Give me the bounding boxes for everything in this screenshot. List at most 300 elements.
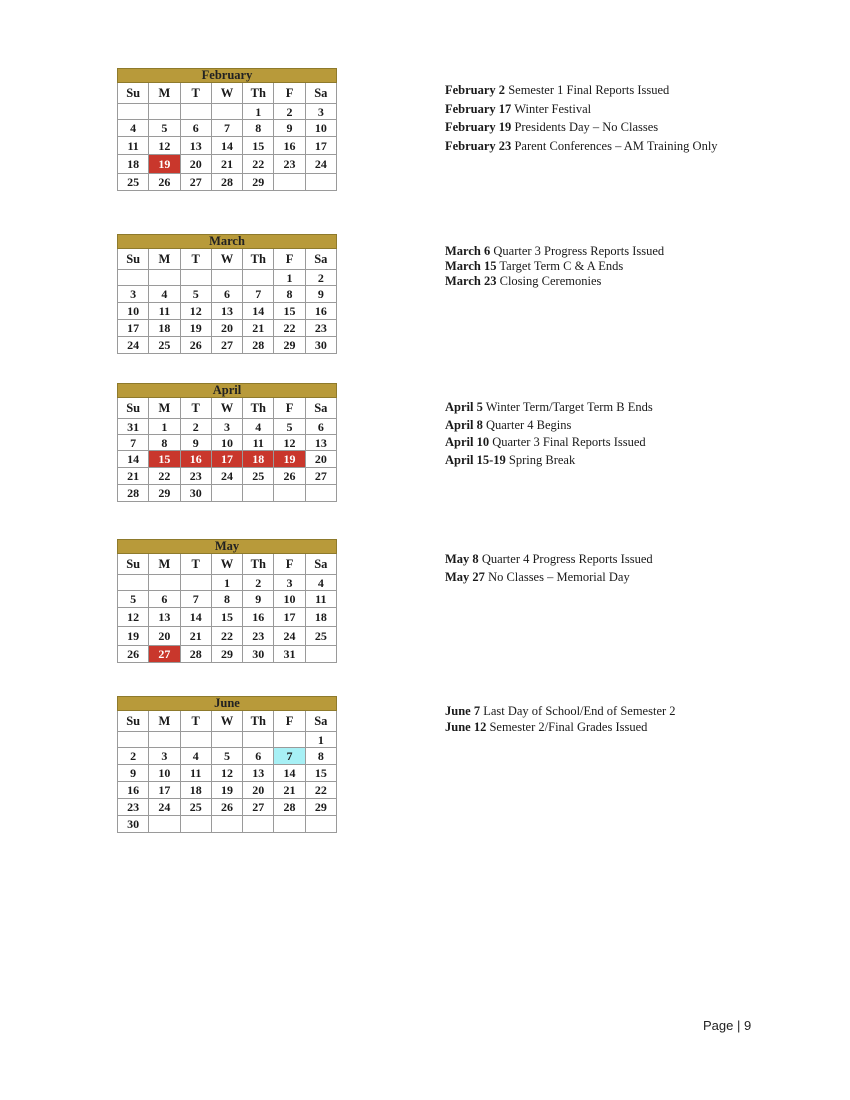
event-item: [445, 704, 805, 720]
day-cell: 26: [274, 468, 305, 485]
day-cell: 18: [149, 320, 180, 337]
day-cell: 5: [211, 748, 242, 765]
empty-day-cell: [149, 270, 180, 286]
day-cell: 29: [305, 799, 336, 816]
event-item: [445, 118, 805, 137]
day-cell: 18: [118, 155, 149, 174]
weekday-header: Su: [118, 554, 149, 575]
empty-day-cell: [211, 732, 242, 748]
day-cell: 27: [305, 468, 336, 485]
day-cell: 26: [118, 646, 149, 663]
weekday-header: F: [274, 83, 305, 104]
event-date: February 2: [445, 83, 506, 97]
day-cell: 3: [149, 748, 180, 765]
week-row: [118, 732, 337, 748]
week-row: [118, 485, 337, 502]
day-cell: 21: [243, 320, 274, 337]
day-cell: 26: [211, 799, 242, 816]
day-cell: 7: [180, 591, 211, 608]
day-cell: 8: [305, 748, 336, 765]
day-cell: 2: [180, 419, 211, 435]
day-cell: 20: [243, 782, 274, 799]
day-cell: 3: [118, 286, 149, 303]
empty-day-cell: [211, 104, 242, 120]
day-cell: 19: [118, 627, 149, 646]
weekday-header: Su: [118, 83, 149, 104]
day-cell: 17: [274, 608, 305, 627]
day-cell: 26: [180, 337, 211, 354]
week-row: [118, 419, 337, 435]
day-cell: 17: [149, 782, 180, 799]
empty-day-cell: [118, 270, 149, 286]
calendar-april: [117, 383, 337, 502]
empty-day-cell: [118, 732, 149, 748]
event-text: Semester 1 Final Reports Issued: [505, 83, 670, 97]
empty-day-cell: [149, 732, 180, 748]
event-text: Parent Conferences – AM Training Only: [511, 138, 718, 153]
weekday-header: M: [149, 711, 180, 732]
day-cell: 20: [305, 451, 336, 468]
month-title: May: [118, 540, 337, 554]
day-cell: 30: [118, 816, 149, 833]
weekday-header: W: [211, 83, 242, 104]
calendar-may: [117, 539, 337, 663]
day-cell: 15: [243, 137, 274, 155]
page-number: Page | 9: [703, 1018, 752, 1033]
empty-day-cell: [211, 270, 242, 286]
day-cell: 23: [180, 468, 211, 485]
day-cell: 10: [211, 435, 242, 451]
month-title: March: [118, 235, 337, 249]
day-cell: 13: [180, 137, 211, 155]
event-item: [445, 399, 805, 417]
day-cell: 21: [274, 782, 305, 799]
day-cell: 1: [305, 732, 336, 748]
empty-day-cell: [180, 575, 211, 591]
empty-day-cell: [274, 485, 305, 502]
day-cell: 23: [243, 627, 274, 646]
week-row: [118, 627, 337, 646]
day-cell: 28: [180, 646, 211, 663]
week-row: [118, 104, 337, 120]
event-text: Winter Festival: [511, 101, 592, 116]
event-text: Presidents Day – No Classes: [511, 120, 659, 134]
day-cell: 1: [211, 575, 242, 591]
day-cell: 31: [118, 419, 149, 435]
event-text: Semester 2/Final Grades Issued: [486, 719, 648, 734]
events-february: [445, 81, 805, 155]
day-cell: 1: [149, 419, 180, 435]
events-june: [445, 704, 805, 735]
day-cell: 8: [149, 435, 180, 451]
day-cell: 3: [211, 419, 242, 435]
event-date: April 8: [445, 417, 483, 432]
day-cell: 13: [305, 435, 336, 451]
events-may: [445, 551, 805, 586]
day-cell: 9: [243, 591, 274, 608]
weekday-header-row: [118, 711, 337, 732]
day-cell: 11: [180, 765, 211, 782]
weekday-header: W: [211, 398, 242, 419]
weekday-header: T: [180, 554, 211, 575]
day-cell: 5: [274, 419, 305, 435]
empty-day-cell: [243, 270, 274, 286]
empty-day-cell: [149, 104, 180, 120]
week-row: [118, 765, 337, 782]
weekday-header: W: [211, 711, 242, 732]
empty-day-cell: [180, 270, 211, 286]
event-date: March 15: [445, 259, 497, 273]
day-cell: 14: [274, 765, 305, 782]
event-item: [445, 452, 805, 470]
day-cell: 8: [243, 120, 274, 137]
day-cell: 6: [180, 120, 211, 137]
day-cell: 8: [211, 591, 242, 608]
events-march: [445, 244, 805, 289]
day-cell: 18: [243, 451, 274, 468]
event-date: April 5: [445, 400, 483, 414]
day-cell: 6: [211, 286, 242, 303]
weekday-header: Th: [243, 249, 274, 270]
week-row: [118, 320, 337, 337]
weekday-header: W: [211, 249, 242, 270]
day-cell: 12: [274, 435, 305, 451]
day-cell: 6: [243, 748, 274, 765]
day-cell: 28: [118, 485, 149, 502]
weekday-header-row: [118, 249, 337, 270]
week-row: [118, 608, 337, 627]
day-cell: 31: [274, 646, 305, 663]
day-cell: 16: [180, 451, 211, 468]
event-date: February 17: [445, 101, 512, 116]
day-cell: 9: [305, 286, 336, 303]
event-date: June 12: [445, 719, 487, 734]
day-cell: 13: [149, 608, 180, 627]
day-cell: 15: [305, 765, 336, 782]
day-cell: 29: [243, 174, 274, 191]
day-cell: 24: [211, 468, 242, 485]
event-item: [445, 81, 805, 100]
empty-day-cell: [211, 485, 242, 502]
calendar-june: [117, 696, 337, 833]
weekday-header: F: [274, 554, 305, 575]
empty-day-cell: [305, 816, 336, 833]
month-title: April: [118, 384, 337, 398]
weekday-header: T: [180, 398, 211, 419]
day-cell: 4: [149, 286, 180, 303]
day-cell: 12: [211, 765, 242, 782]
day-cell: 14: [118, 451, 149, 468]
event-date: March 23: [445, 274, 497, 288]
day-cell: 17: [211, 451, 242, 468]
weekday-header: M: [149, 554, 180, 575]
day-cell: 2: [274, 104, 305, 120]
day-cell: 25: [243, 468, 274, 485]
event-date: March 6: [445, 244, 491, 258]
weekday-header: T: [180, 249, 211, 270]
event-item: [445, 417, 805, 435]
weekday-header: F: [274, 711, 305, 732]
day-cell: 22: [274, 320, 305, 337]
empty-day-cell: [149, 575, 180, 591]
event-date: February 19: [445, 120, 512, 134]
day-cell: 19: [180, 320, 211, 337]
day-cell: 16: [305, 303, 336, 320]
empty-day-cell: [118, 575, 149, 591]
day-cell: 5: [149, 120, 180, 137]
day-cell: 22: [149, 468, 180, 485]
day-cell: 27: [180, 174, 211, 191]
week-row: [118, 120, 337, 137]
event-item: [445, 259, 805, 274]
day-cell: 3: [274, 575, 305, 591]
day-cell: 19: [211, 782, 242, 799]
day-cell: 14: [180, 608, 211, 627]
weekday-header: Th: [243, 83, 274, 104]
day-cell: 30: [305, 337, 336, 354]
event-text: Quarter 4 Progress Reports Issued: [478, 552, 653, 566]
day-cell: 13: [211, 303, 242, 320]
day-cell: 20: [211, 320, 242, 337]
day-cell: 4: [180, 748, 211, 765]
empty-day-cell: [243, 732, 274, 748]
day-cell: 7: [211, 120, 242, 137]
day-cell: 25: [118, 174, 149, 191]
week-row: [118, 303, 337, 320]
day-cell: 21: [118, 468, 149, 485]
week-row: [118, 799, 337, 816]
empty-day-cell: [305, 485, 336, 502]
day-cell: 7: [274, 748, 305, 765]
event-text: Closing Ceremonies: [496, 274, 602, 288]
day-cell: 15: [211, 608, 242, 627]
day-cell: 19: [274, 451, 305, 468]
day-cell: 5: [118, 591, 149, 608]
day-cell: 7: [118, 435, 149, 451]
event-item: [445, 100, 805, 119]
day-cell: 27: [149, 646, 180, 663]
empty-day-cell: [305, 646, 336, 663]
day-cell: 1: [243, 104, 274, 120]
weekday-header: M: [149, 249, 180, 270]
weekday-header: Sa: [305, 711, 336, 732]
weekday-header-row: [118, 554, 337, 575]
day-cell: 11: [305, 591, 336, 608]
day-cell: 27: [243, 799, 274, 816]
empty-day-cell: [274, 174, 305, 191]
weekday-header: M: [149, 83, 180, 104]
day-cell: 17: [118, 320, 149, 337]
empty-day-cell: [274, 816, 305, 833]
weekday-header: T: [180, 83, 211, 104]
day-cell: 30: [243, 646, 274, 663]
day-cell: 10: [305, 120, 336, 137]
day-cell: 16: [243, 608, 274, 627]
day-cell: 29: [211, 646, 242, 663]
weekday-header-row: [118, 398, 337, 419]
event-date: April 15-19: [445, 452, 506, 467]
day-cell: 17: [305, 137, 336, 155]
day-cell: 25: [305, 627, 336, 646]
weekday-header: Sa: [305, 398, 336, 419]
day-cell: 29: [274, 337, 305, 354]
event-text: Winter Term/Target Term B Ends: [482, 400, 653, 414]
day-cell: 11: [243, 435, 274, 451]
event-text: Last Day of School/End of Semester 2: [480, 704, 676, 718]
weekday-header: F: [274, 398, 305, 419]
day-cell: 5: [180, 286, 211, 303]
empty-day-cell: [243, 485, 274, 502]
day-cell: 25: [149, 337, 180, 354]
day-cell: 11: [149, 303, 180, 320]
day-cell: 11: [118, 137, 149, 155]
day-cell: 9: [180, 435, 211, 451]
day-cell: 14: [243, 303, 274, 320]
day-cell: 28: [243, 337, 274, 354]
day-cell: 21: [211, 155, 242, 174]
day-cell: 19: [149, 155, 180, 174]
day-cell: 10: [149, 765, 180, 782]
day-cell: 26: [149, 174, 180, 191]
empty-day-cell: [243, 816, 274, 833]
week-row: [118, 155, 337, 174]
weekday-header: Th: [243, 554, 274, 575]
event-item: [445, 244, 805, 259]
day-cell: 18: [180, 782, 211, 799]
day-cell: 10: [118, 303, 149, 320]
weekday-header: Th: [243, 711, 274, 732]
day-cell: 1: [274, 270, 305, 286]
day-cell: 28: [274, 799, 305, 816]
week-row: [118, 337, 337, 354]
week-row: [118, 435, 337, 451]
day-cell: 24: [274, 627, 305, 646]
month-title: June: [118, 697, 337, 711]
event-date: April 10: [445, 435, 490, 449]
empty-day-cell: [274, 732, 305, 748]
weekday-header: M: [149, 398, 180, 419]
empty-day-cell: [118, 104, 149, 120]
week-row: [118, 451, 337, 468]
weekday-header: Sa: [305, 554, 336, 575]
weekday-header: T: [180, 711, 211, 732]
week-row: [118, 591, 337, 608]
day-cell: 8: [274, 286, 305, 303]
week-row: [118, 286, 337, 303]
event-date: May 8: [445, 552, 479, 566]
calendar-february: [117, 68, 337, 191]
empty-day-cell: [305, 174, 336, 191]
day-cell: 21: [180, 627, 211, 646]
empty-day-cell: [180, 816, 211, 833]
event-text: Target Term C & A Ends: [496, 259, 624, 273]
day-cell: 22: [211, 627, 242, 646]
event-item: [445, 434, 805, 452]
event-date: May 27: [445, 569, 485, 584]
calendar-march: [117, 234, 337, 354]
week-row: [118, 816, 337, 833]
day-cell: 24: [118, 337, 149, 354]
day-cell: 20: [149, 627, 180, 646]
day-cell: 23: [274, 155, 305, 174]
day-cell: 29: [149, 485, 180, 502]
weekday-header: Sa: [305, 83, 336, 104]
empty-day-cell: [180, 104, 211, 120]
week-row: [118, 782, 337, 799]
empty-day-cell: [180, 732, 211, 748]
empty-day-cell: [211, 816, 242, 833]
day-cell: 2: [243, 575, 274, 591]
event-item: [445, 551, 805, 569]
day-cell: 16: [274, 137, 305, 155]
day-cell: 9: [274, 120, 305, 137]
day-cell: 24: [149, 799, 180, 816]
event-date: June 7: [445, 704, 481, 718]
event-item: [445, 274, 805, 289]
day-cell: 20: [180, 155, 211, 174]
week-row: [118, 174, 337, 191]
event-item: [445, 137, 805, 156]
day-cell: 9: [118, 765, 149, 782]
weekday-header: Su: [118, 249, 149, 270]
event-text: Spring Break: [505, 452, 576, 467]
day-cell: 15: [274, 303, 305, 320]
day-cell: 12: [118, 608, 149, 627]
event-text: Quarter 3 Progress Reports Issued: [490, 244, 665, 258]
day-cell: 12: [149, 137, 180, 155]
weekday-header: Sa: [305, 249, 336, 270]
day-cell: 2: [118, 748, 149, 765]
day-cell: 4: [243, 419, 274, 435]
day-cell: 6: [305, 419, 336, 435]
day-cell: 6: [149, 591, 180, 608]
day-cell: 10: [274, 591, 305, 608]
weekday-header: W: [211, 554, 242, 575]
day-cell: 7: [243, 286, 274, 303]
weekday-header: Su: [118, 711, 149, 732]
week-row: [118, 748, 337, 765]
events-april: [445, 399, 805, 469]
event-date: February 23: [445, 138, 512, 153]
day-cell: 23: [305, 320, 336, 337]
event-item: [445, 569, 805, 587]
week-row: [118, 575, 337, 591]
day-cell: 15: [149, 451, 180, 468]
weekday-header-row: [118, 83, 337, 104]
day-cell: 27: [211, 337, 242, 354]
week-row: [118, 270, 337, 286]
day-cell: 16: [118, 782, 149, 799]
day-cell: 28: [211, 174, 242, 191]
day-cell: 22: [305, 782, 336, 799]
week-row: [118, 137, 337, 155]
event-text: Quarter 4 Begins: [482, 417, 572, 432]
day-cell: 13: [243, 765, 274, 782]
day-cell: 14: [211, 137, 242, 155]
empty-day-cell: [149, 816, 180, 833]
weekday-header: Th: [243, 398, 274, 419]
day-cell: 23: [118, 799, 149, 816]
event-text: Quarter 3 Final Reports Issued: [489, 435, 646, 449]
weekday-header: Su: [118, 398, 149, 419]
day-cell: 22: [243, 155, 274, 174]
day-cell: 4: [305, 575, 336, 591]
day-cell: 18: [305, 608, 336, 627]
month-title: February: [118, 69, 337, 83]
day-cell: 3: [305, 104, 336, 120]
week-row: [118, 468, 337, 485]
day-cell: 30: [180, 485, 211, 502]
